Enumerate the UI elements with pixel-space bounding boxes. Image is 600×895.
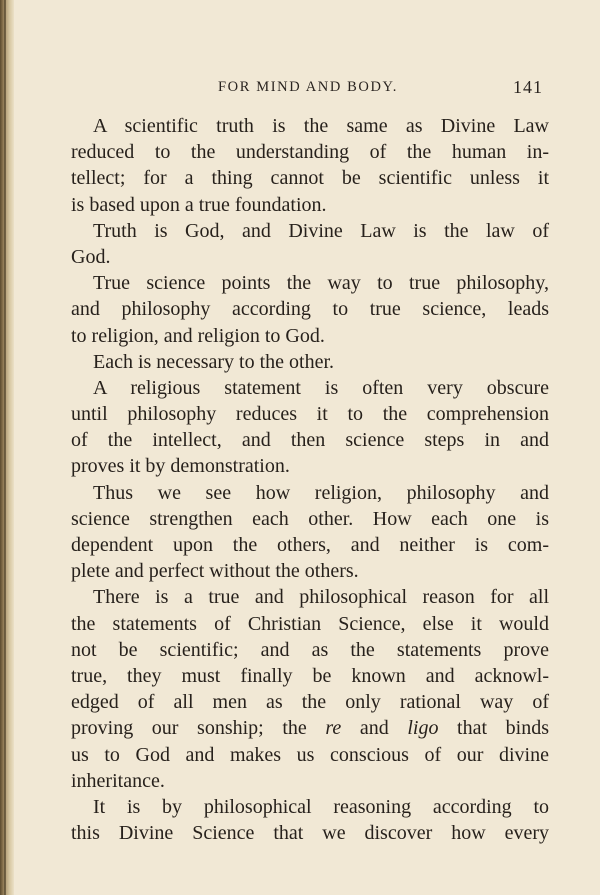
text-line: us to God and makes us conscious of our divine <box>71 743 549 766</box>
text-line: God. <box>71 245 111 268</box>
text-line: until philosophy reduces it to the comprehension <box>71 403 549 426</box>
text-fragment: that binds <box>438 717 549 740</box>
text-line: inheritance. <box>71 769 165 792</box>
italic-word-ligo: ligo <box>407 717 439 740</box>
running-title: FOR MIND AND BODY. <box>217 79 398 95</box>
text-line: plete and perfect without the others. <box>71 560 359 583</box>
text-line: reduced to the understanding of the human in- <box>71 141 549 164</box>
text-line: not be scientific; and as the statements prove <box>71 638 549 661</box>
text-line: dependent upon the others, and neither is com- <box>71 534 549 556</box>
text-line: Thus we see how religion, philosophy and <box>93 481 549 504</box>
text-line: of the intellect, and then science steps in and <box>71 429 549 452</box>
body-text <box>71 113 549 846</box>
spine-edge-line <box>4 0 6 895</box>
page-header <box>70 77 546 99</box>
text-line: and philosophy according to true science, leads <box>71 298 549 321</box>
text-line: A scientific truth is the same as Divine Law <box>93 115 549 137</box>
text-fragment: and <box>341 717 408 740</box>
text-line: A religious statement is often very obscure <box>93 376 549 399</box>
text-line: Each is necessary to the other. <box>93 350 335 373</box>
text-line: Truth is God, and Divine Law is the law of <box>93 219 549 242</box>
text-line: There is a true and philosophical reason for all <box>93 586 549 609</box>
text-fragment: proving our sonship; the <box>71 717 326 740</box>
text-line: True science points the way to true philosophy, <box>93 272 549 295</box>
text-line: true, they must finally be known and acknowl- <box>71 664 549 687</box>
text-line: the statements of Christian Science, else it would <box>71 612 549 635</box>
text-line: proves it by demonstration. <box>71 455 290 478</box>
book-spine-shadow <box>0 0 14 895</box>
text-line: to religion, and religion to God. <box>71 324 325 347</box>
italic-word-re: re <box>325 717 342 740</box>
page-number: 141 <box>513 77 543 97</box>
text-line: It is by philosophical reasoning according to <box>93 795 549 818</box>
text-line: this Divine Science that we discover how every <box>71 822 549 845</box>
text-line: tellect; for a thing cannot be scientific unless it <box>71 167 549 190</box>
text-line: science strengthen each other. How each one is <box>71 507 549 530</box>
text-line: edged of all men as the only rational way of <box>71 691 549 714</box>
text-line-with-italics <box>71 715 549 741</box>
text-line: is based upon a true foundation. <box>71 193 327 216</box>
